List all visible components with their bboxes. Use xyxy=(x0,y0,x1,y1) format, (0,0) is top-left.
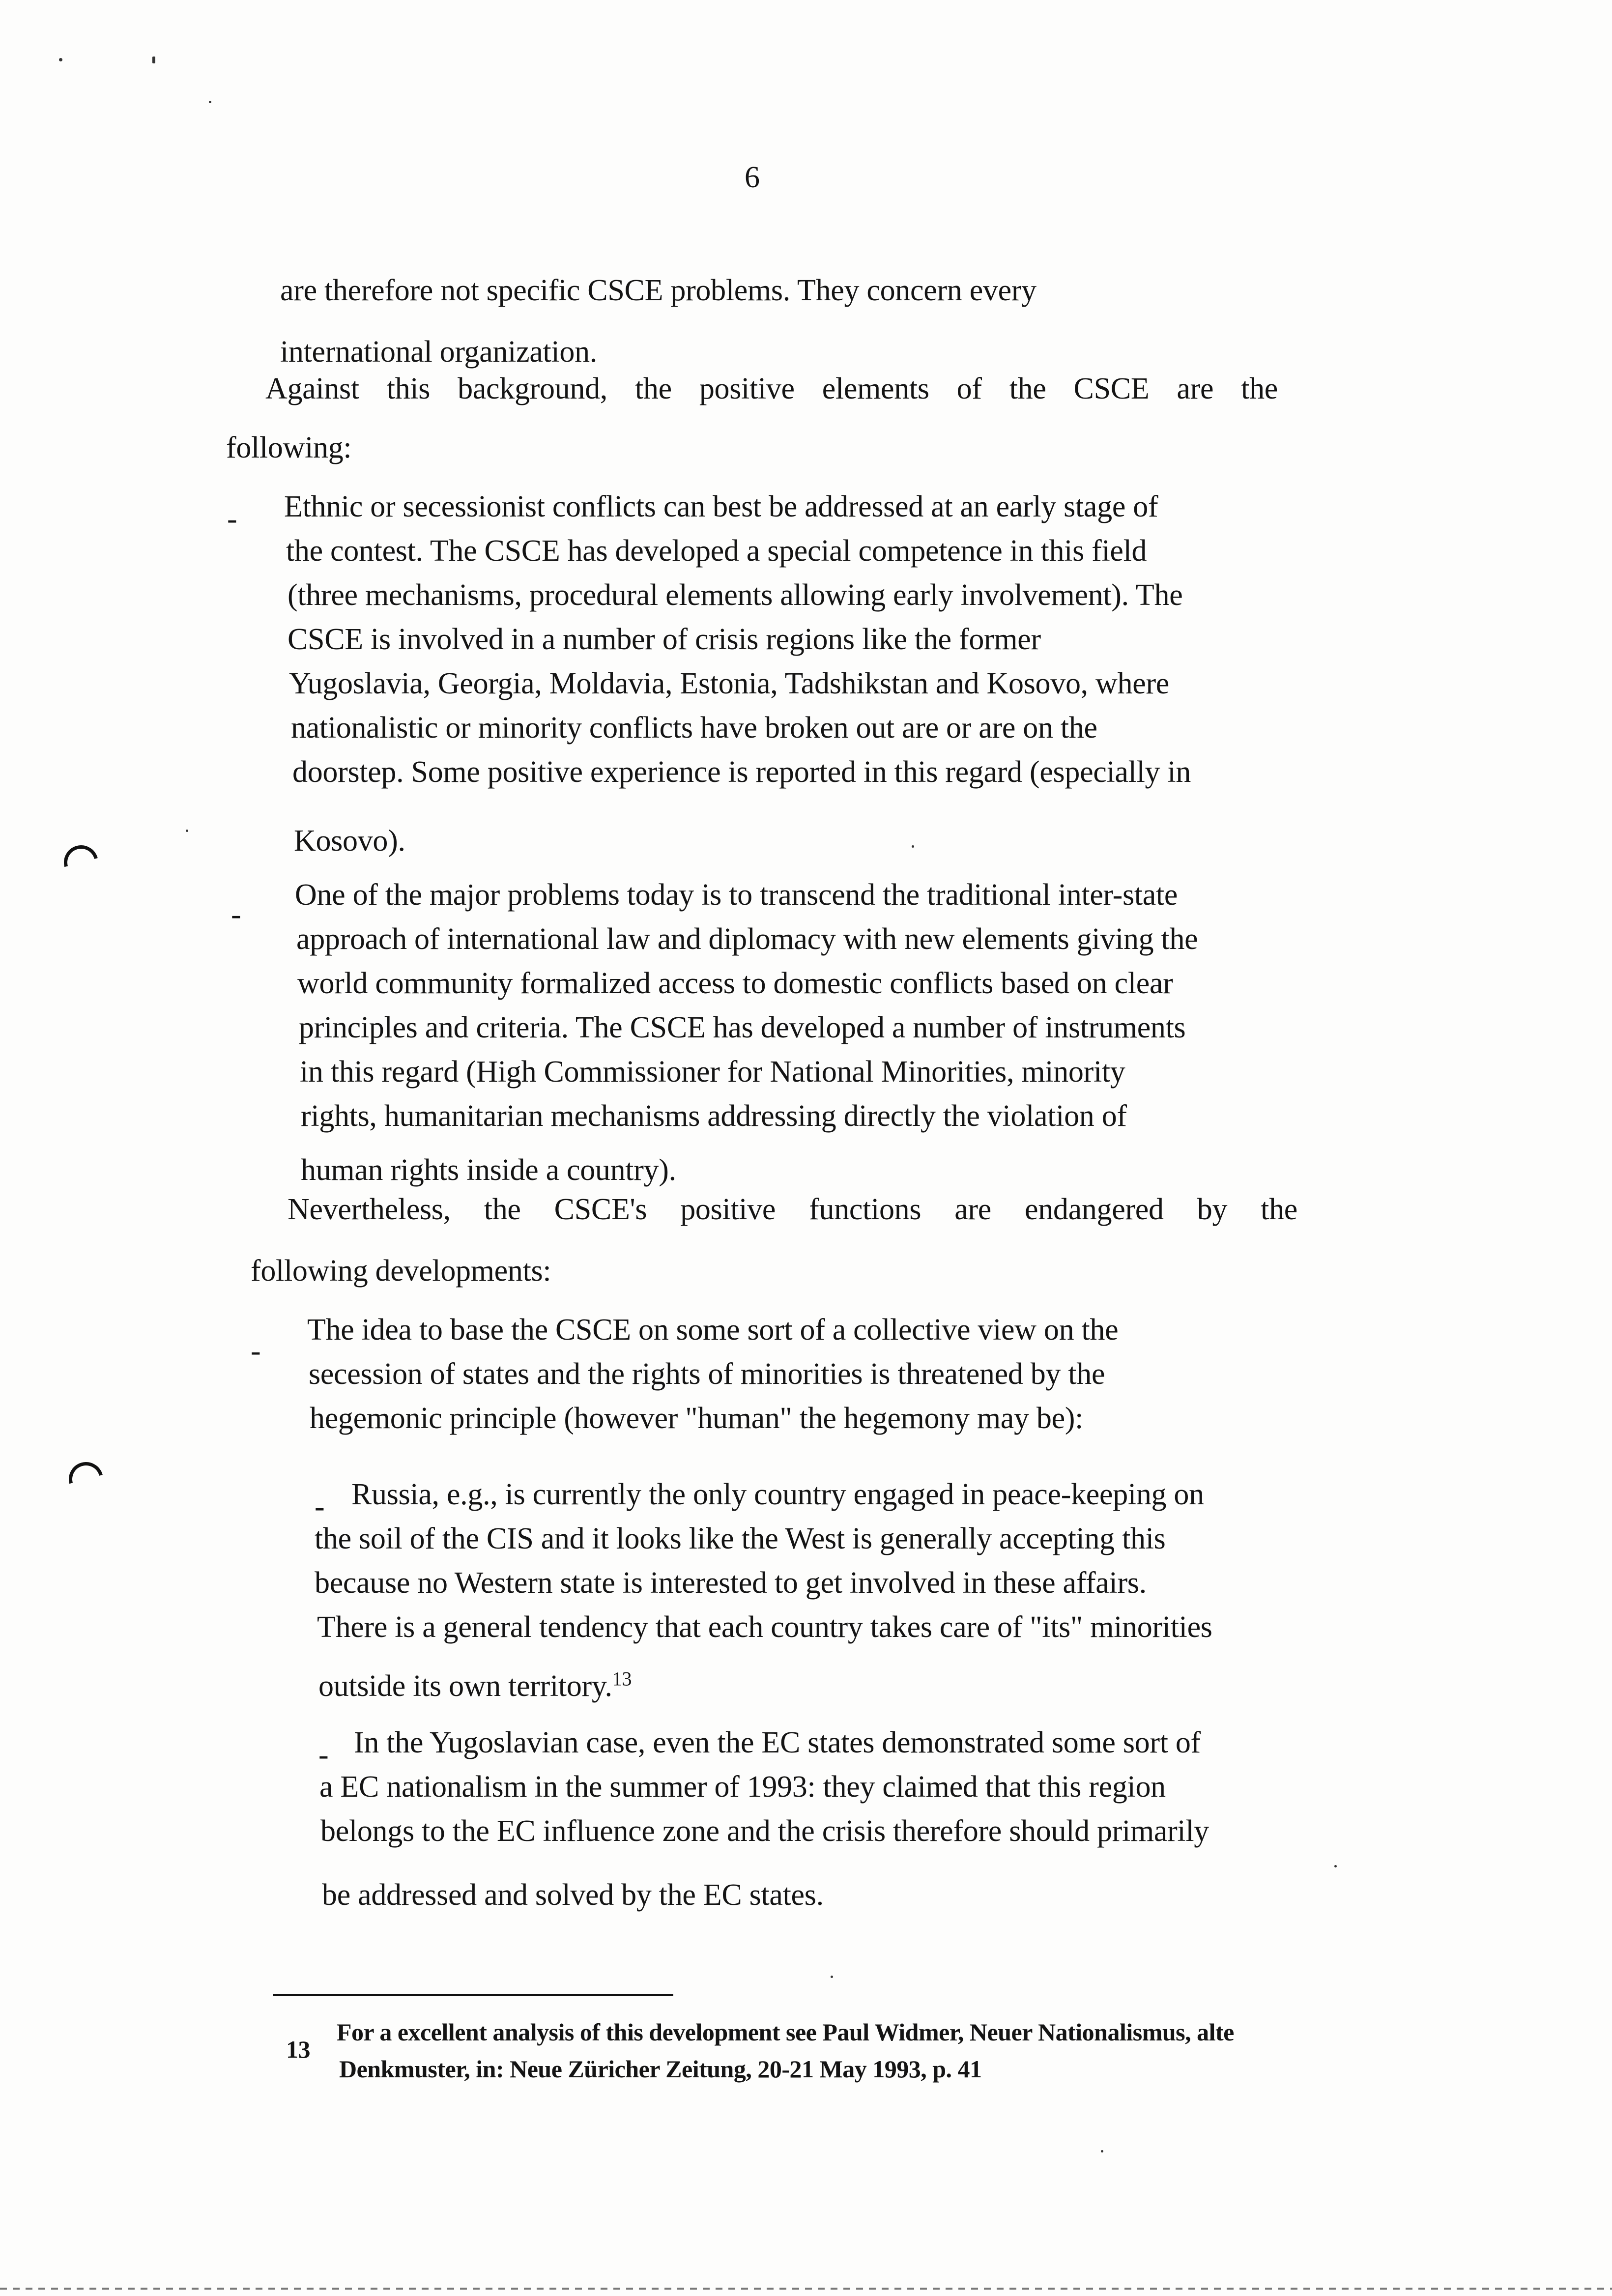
list-item-line: a EC nationalism in the summer of 1993: they claimed that this region xyxy=(319,1770,1166,1804)
paragraph-line: following developments: xyxy=(251,1254,551,1288)
list-item-line: Yugoslavia, Georgia, Moldavia, Estonia, Tadshikstan and Kosovo, where xyxy=(289,667,1170,700)
list-item-line: in this regard (High Commissioner for National Minorities, minority xyxy=(300,1055,1125,1089)
bullet-dash: - xyxy=(231,898,241,931)
list-item-line: belongs to the EC influence zone and the crisis therefore should primarily xyxy=(320,1814,1209,1848)
footnote-line: For a excellent analysis of this development see Paul Widmer, Neuer Nationalismus, alte xyxy=(337,2018,1234,2046)
sub-bullet-dash: - xyxy=(315,1490,325,1523)
scan-speck xyxy=(831,1976,833,1978)
list-item-line: approach of international law and diplomacy with new elements giving the xyxy=(296,922,1198,956)
footnote-reference[interactable]: 13 xyxy=(612,1667,632,1690)
paragraph-line: Against this background, the positive elements of the CSCE are the xyxy=(265,372,1278,405)
page-number: 6 xyxy=(745,161,760,194)
list-item-line: (three mechanisms, procedural elements allowing early involvement). The xyxy=(288,578,1183,612)
footnote-separator xyxy=(273,1994,673,1996)
list-item-line: Kosovo). xyxy=(294,824,405,858)
list-item-line: There is a general tendency that each country takes care of "its" minorities xyxy=(317,1610,1212,1644)
list-item-line xyxy=(318,1667,632,1703)
list-item-text: outside its own territory. xyxy=(318,1669,612,1703)
list-item-line: principles and criteria. The CSCE has developed a number of instruments xyxy=(299,1011,1186,1044)
bullet-dash: - xyxy=(251,1334,261,1368)
footnote-line: Denkmuster, in: Neue Züricher Zeitung, 20-21 May 1993, p. 41 xyxy=(339,2055,982,2083)
list-item-line: secession of states and the rights of minorities is threatened by the xyxy=(309,1357,1105,1391)
paragraph-line: international organization. xyxy=(280,335,597,369)
scan-speck xyxy=(1334,1865,1337,1867)
list-item-line: CSCE is involved in a number of crisis regions like the former xyxy=(288,623,1041,656)
scan-speck xyxy=(209,101,211,103)
list-item-line: the contest. The CSCE has developed a special competence in this field xyxy=(286,534,1147,568)
punch-hole-mark xyxy=(58,839,105,886)
list-item-line: Ethnic or secessionist conflicts can best be addressed at an early stage of xyxy=(284,490,1158,523)
sub-bullet-dash: - xyxy=(318,1738,329,1772)
scan-speck xyxy=(1101,2150,1103,2152)
scan-speck xyxy=(912,845,914,848)
scan-speck xyxy=(152,57,155,63)
scan-speck xyxy=(59,58,62,61)
footnote-number: 13 xyxy=(286,2036,310,2063)
scan-speck xyxy=(186,830,188,832)
punch-hole-mark xyxy=(62,1456,110,1503)
list-item-line: hegemonic principle (however "human" the hegemony may be): xyxy=(310,1402,1084,1435)
list-item-line: In the Yugoslavian case, even the EC states demonstrated some sort of xyxy=(354,1726,1201,1759)
list-item-line: Russia, e.g., is currently the only country engaged in peace-keeping on xyxy=(351,1478,1204,1511)
paragraph-line: are therefore not specific CSCE problems. They concern every xyxy=(280,274,1036,307)
scan-edge xyxy=(0,2288,1612,2290)
list-item-line: the soil of the CIS and it looks like the West is generally accepting this xyxy=(315,1522,1166,1555)
list-item-line: world community formalized access to domestic conflicts based on clear xyxy=(297,967,1173,1000)
list-item-line: doorstep. Some positive experience is reported in this regard (especially in xyxy=(292,755,1191,789)
list-item-line: because no Western state is interested to get involved in these affairs. xyxy=(315,1566,1147,1600)
list-item-line: human rights inside a country). xyxy=(301,1153,676,1187)
list-item-line: be addressed and solved by the EC states. xyxy=(322,1878,824,1912)
paragraph-line: Nevertheless, the CSCE's positive functions are endangered by the xyxy=(288,1193,1297,1226)
list-item-line: nationalistic or minority conflicts have broken out are or are on the xyxy=(291,711,1097,745)
bullet-dash: - xyxy=(227,502,237,536)
paragraph-line: following: xyxy=(226,431,352,464)
list-item-line: The idea to base the CSCE on some sort of a collective view on the xyxy=(307,1313,1119,1347)
list-item-line: rights, humanitarian mechanisms addressing directly the violation of xyxy=(301,1099,1127,1133)
list-item-line: One of the major problems today is to transcend the traditional inter-state xyxy=(295,878,1178,912)
